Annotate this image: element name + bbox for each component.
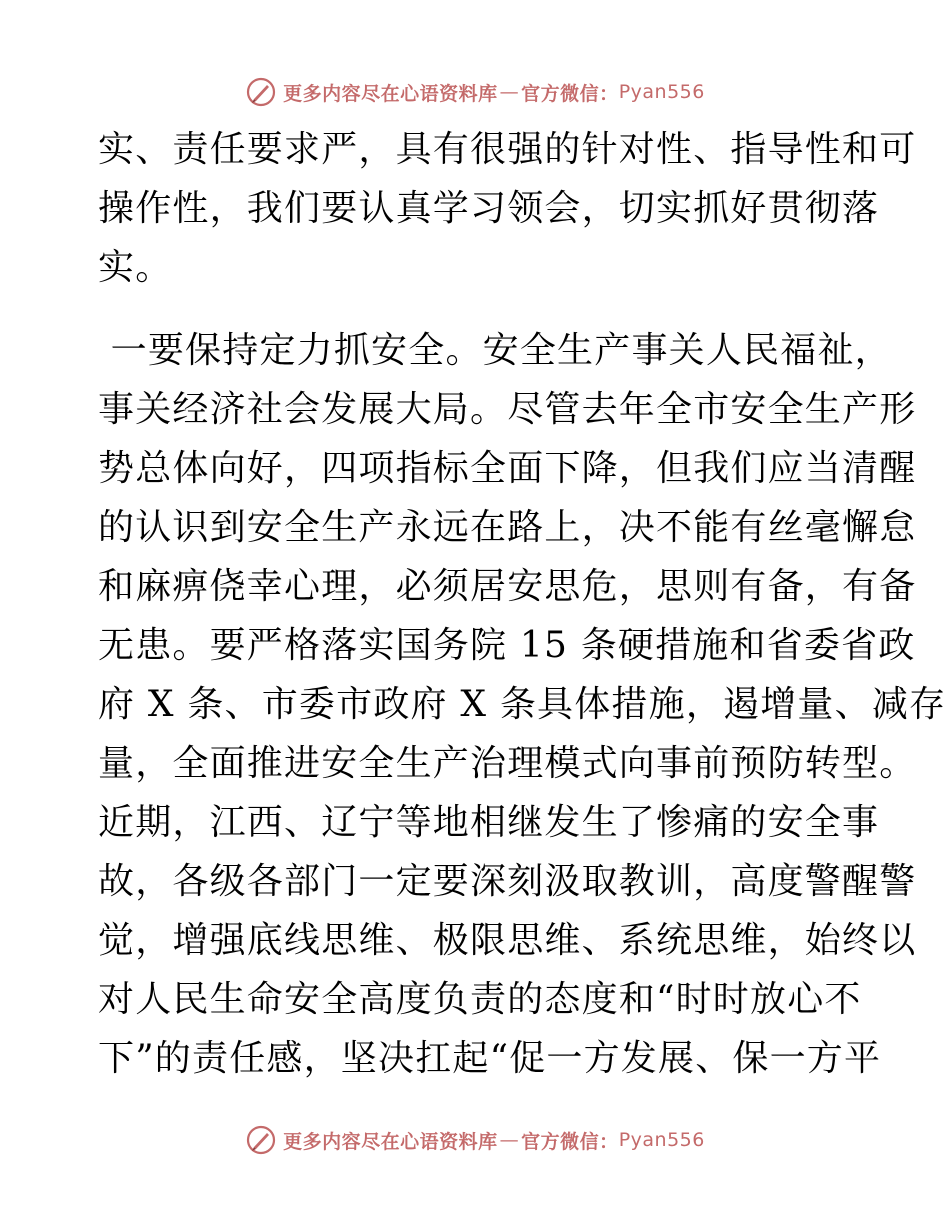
text-line: 故，各级各部门一定要深刻汲取教训，高度警醒警: [98, 861, 917, 902]
paragraph-spacer: [98, 297, 858, 321]
text-line: 实、责任要求严，具有很强的针对性、指导性和可: [98, 129, 917, 170]
footer-watermark: [0, 1120, 950, 1160]
text-line: 觉，增强底线思维、极限思维、系统思维，始终以: [98, 920, 917, 961]
watermark-wechat-id: Pyan556: [618, 1129, 705, 1151]
text-line: 近期，江西、辽宁等地相继发生了惨痛的安全事: [98, 802, 880, 843]
feather-pen-logo-icon: [245, 76, 277, 108]
text-line: 的认识到安全生产永远在路上，决不能有丝毫懈怠: [98, 507, 917, 548]
text-line: 量，全面推进安全生产治理模式向事前预防转型。: [98, 743, 917, 784]
text-line: 下”的责任感，坚决扛起“促一方发展、保一方平: [98, 1038, 882, 1079]
watermark-brand-text: 更多内容尽在心语资料库: [283, 82, 498, 105]
paragraph-1: [98, 120, 917, 297]
watermark-brand-text: 更多内容尽在心语资料库: [283, 1130, 498, 1153]
text-line: 无患。要严格落实国务院 15 条硬措施和省委省政: [98, 625, 916, 666]
watermark-dash: —: [499, 1129, 520, 1151]
watermark-wechat-id: Pyan556: [618, 81, 705, 103]
text-line: 对人民生命安全高度负责的态度和“时时放心不: [98, 979, 862, 1020]
text-line: 和麻痹侥幸心理，必须居安思危，思则有备，有备: [98, 566, 917, 607]
watermark-wechat-label: 官方微信：: [521, 82, 619, 105]
document-body: [98, 120, 947, 1088]
text-line: 府 X 条、市委市政府 X 条具体措施，遏增量、减存: [98, 684, 947, 725]
text-line: 实。: [98, 247, 173, 288]
text-line: 势总体向好，四项指标全面下降，但我们应当清醒: [98, 448, 917, 489]
watermark-dash: —: [499, 81, 520, 103]
paragraph-2: [98, 321, 947, 1088]
text-line: 操作性，我们要认真学习领会，切实抓好贯彻落: [98, 188, 880, 229]
text-line: 事关经济社会发展大局。尽管去年全市安全生产形: [98, 389, 917, 430]
watermark-wechat-label: 官方微信：: [521, 1130, 619, 1153]
feather-pen-logo-icon: [245, 1124, 277, 1156]
text-line: 一要保持定力抓安全。安全生产事关人民福祉，: [98, 330, 892, 371]
header-watermark: [0, 72, 950, 112]
